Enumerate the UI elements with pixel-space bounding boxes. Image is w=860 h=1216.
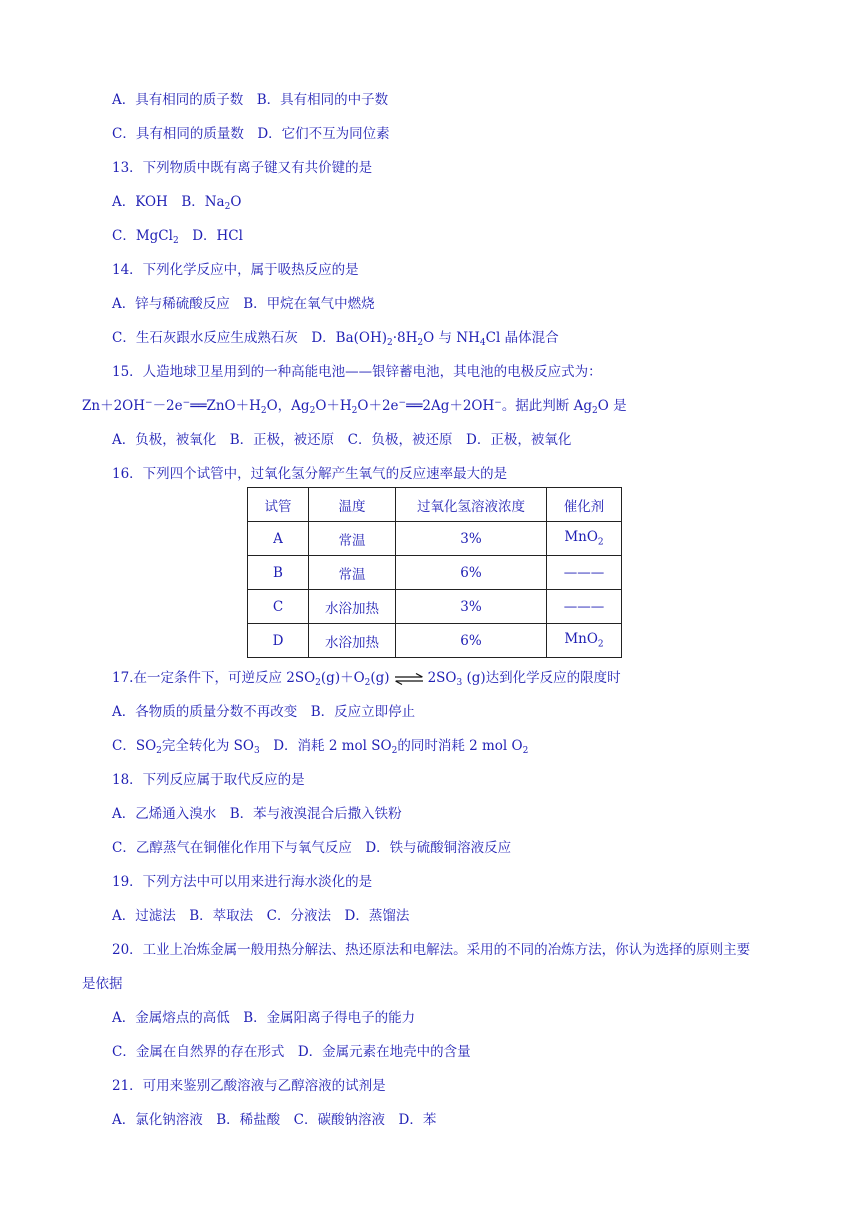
q14-options-cd [112, 328, 559, 348]
q20-stem-cont: 是依据 [82, 976, 123, 992]
option-b: B．$Na_2O$ [181, 194, 242, 212]
q17-options-cd: C．$SO_2$完全转化为 $SO_3$ D．消耗 2 mol $SO_2$的同时消耗 2 mol $O_2$ [112, 738, 529, 756]
header-cell: 过氧化氢溶液浓度 [396, 488, 547, 522]
option-b: B．具有相同的中子数 [256, 92, 389, 108]
q15-stem: 15．人造地球卫星用到的一种高能电池——银锌蓄电池，其电池的电极反应式为： [112, 364, 602, 380]
option-b: B．反应立即停止 [310, 704, 416, 720]
table-row [248, 556, 622, 590]
table-row [248, 522, 622, 556]
table-cell: 常温 [309, 556, 396, 590]
option-c: C．具有相同的质量数 [112, 126, 244, 142]
q12-options-cd [112, 124, 390, 144]
q19-options: A．过滤法 B．萃取法 C．分液法 D．蒸馏法 [112, 908, 410, 924]
q14-stem: 14．下列化学反应中，属于吸热反应的是 [112, 262, 359, 278]
table-cell: ——— [547, 590, 622, 624]
q17-options-ab [112, 702, 415, 722]
table-cell: 6% [396, 556, 547, 590]
option-b: B．苯与液溴混合后撒入铁粉 [229, 806, 402, 822]
q20-options-cd [112, 1042, 471, 1062]
option-c: C．生石灰跟水反应生成熟石灰 [112, 330, 298, 346]
option-a: A．各物质的质量分数不再改变 [112, 704, 298, 720]
q12-options-ab [112, 90, 388, 110]
q20-stem: 20．工业上冶炼金属一般用热分解法、热还原法和电解法。采用的不同的冶炼方法，你认为选择的原则主要 [112, 942, 751, 958]
option-d: D．铁与硫酸铜溶液反应 [365, 840, 512, 856]
table-cell: 水浴加热 [309, 590, 396, 624]
reversible-arrow-icon [394, 673, 424, 685]
q15-equation: $Zn+2OH^--2e^-══ZnO+H_2O$，$Ag_2O+H_2O+2e^-══2Ag+2OH^-$。据此判断 $Ag_2O$ 是 [82, 398, 627, 416]
header-cell: 试管 [248, 488, 309, 522]
q13-stem: 13．下列物质中既有离子键又有共价键的是 [112, 160, 373, 176]
option-b: B．金属阳离子得电子的能力 [243, 1010, 416, 1026]
option-d: D．它们不互为同位素 [257, 126, 390, 142]
table-cell: 3% [396, 522, 547, 556]
option-d: D．$Ba(OH)_2\cdot 8H_2O$ 与 $NH_4Cl$ 晶体混合 [311, 330, 559, 348]
q18-stem: 18．下列反应属于取代反应的是 [112, 772, 305, 788]
table-cell: ——— [547, 556, 622, 590]
table-cell: 常温 [309, 522, 396, 556]
table-cell: C [248, 590, 309, 624]
q15-options: A．负极，被氧化 B．正极，被还原 C．负极，被还原 D．正极，被氧化 [112, 432, 572, 448]
experiment-table [247, 487, 622, 658]
table-cell: 3% [396, 590, 547, 624]
table-cell: 水浴加热 [309, 624, 396, 658]
option-b: B．甲烷在氧气中燃烧 [243, 296, 375, 312]
header-cell: 催化剂 [547, 488, 622, 522]
option-c: C．金属在自然界的存在形式 [112, 1044, 285, 1060]
q21-stem: 21．可用来鉴别乙酸溶液与乙醇溶液的试剂是 [112, 1078, 386, 1094]
option-a: A．具有相同的质子数 [112, 92, 244, 108]
table-row [248, 590, 622, 624]
q18-options-cd [112, 838, 511, 858]
table-cell: A [248, 522, 309, 556]
table-row [248, 624, 622, 658]
q16-stem: 16．下列四个试管中，过氧化氢分解产生氧气的反应速率最大的是 [112, 466, 508, 482]
option-a: A．锌与稀硫酸反应 [112, 296, 230, 312]
option-a: A．KOH [112, 194, 168, 210]
header-cell: 温度 [309, 488, 396, 522]
q18-options-ab [112, 804, 402, 824]
q17-stem: 17.在一定条件下，可逆反应 $2SO_2(g)+O_2(g)$ $2SO_3$ (g)达到化学反应的限度时 [112, 670, 621, 688]
table-cell: MnO$_2$ [547, 624, 622, 658]
option-c: C．MgCl$_2$ [112, 228, 179, 246]
table-cell: D [248, 624, 309, 658]
option-c: C．乙醇蒸气在铜催化作用下与氧气反应 [112, 840, 352, 856]
q13-options-cd [112, 226, 243, 246]
option-d: D．金属元素在地壳中的含量 [297, 1044, 471, 1060]
option-a: A．金属熔点的高低 [112, 1010, 230, 1026]
table-cell: MnO$_2$ [547, 522, 622, 556]
table-header-row [248, 488, 622, 522]
q19-stem: 19．下列方法中可以用来进行海水淡化的是 [112, 874, 373, 890]
q20-options-ab [112, 1008, 415, 1028]
table-cell: 6% [396, 624, 547, 658]
table-cell: B [248, 556, 309, 590]
option-a: A．乙烯通入溴水 [112, 806, 217, 822]
q13-options-ab [112, 192, 241, 212]
option-d: D．HCl [192, 228, 243, 244]
q14-options-ab [112, 294, 375, 314]
q21-options: A．氯化钠溶液 B．稀盐酸 C．碳酸钠溶液 D．苯 [112, 1112, 437, 1128]
